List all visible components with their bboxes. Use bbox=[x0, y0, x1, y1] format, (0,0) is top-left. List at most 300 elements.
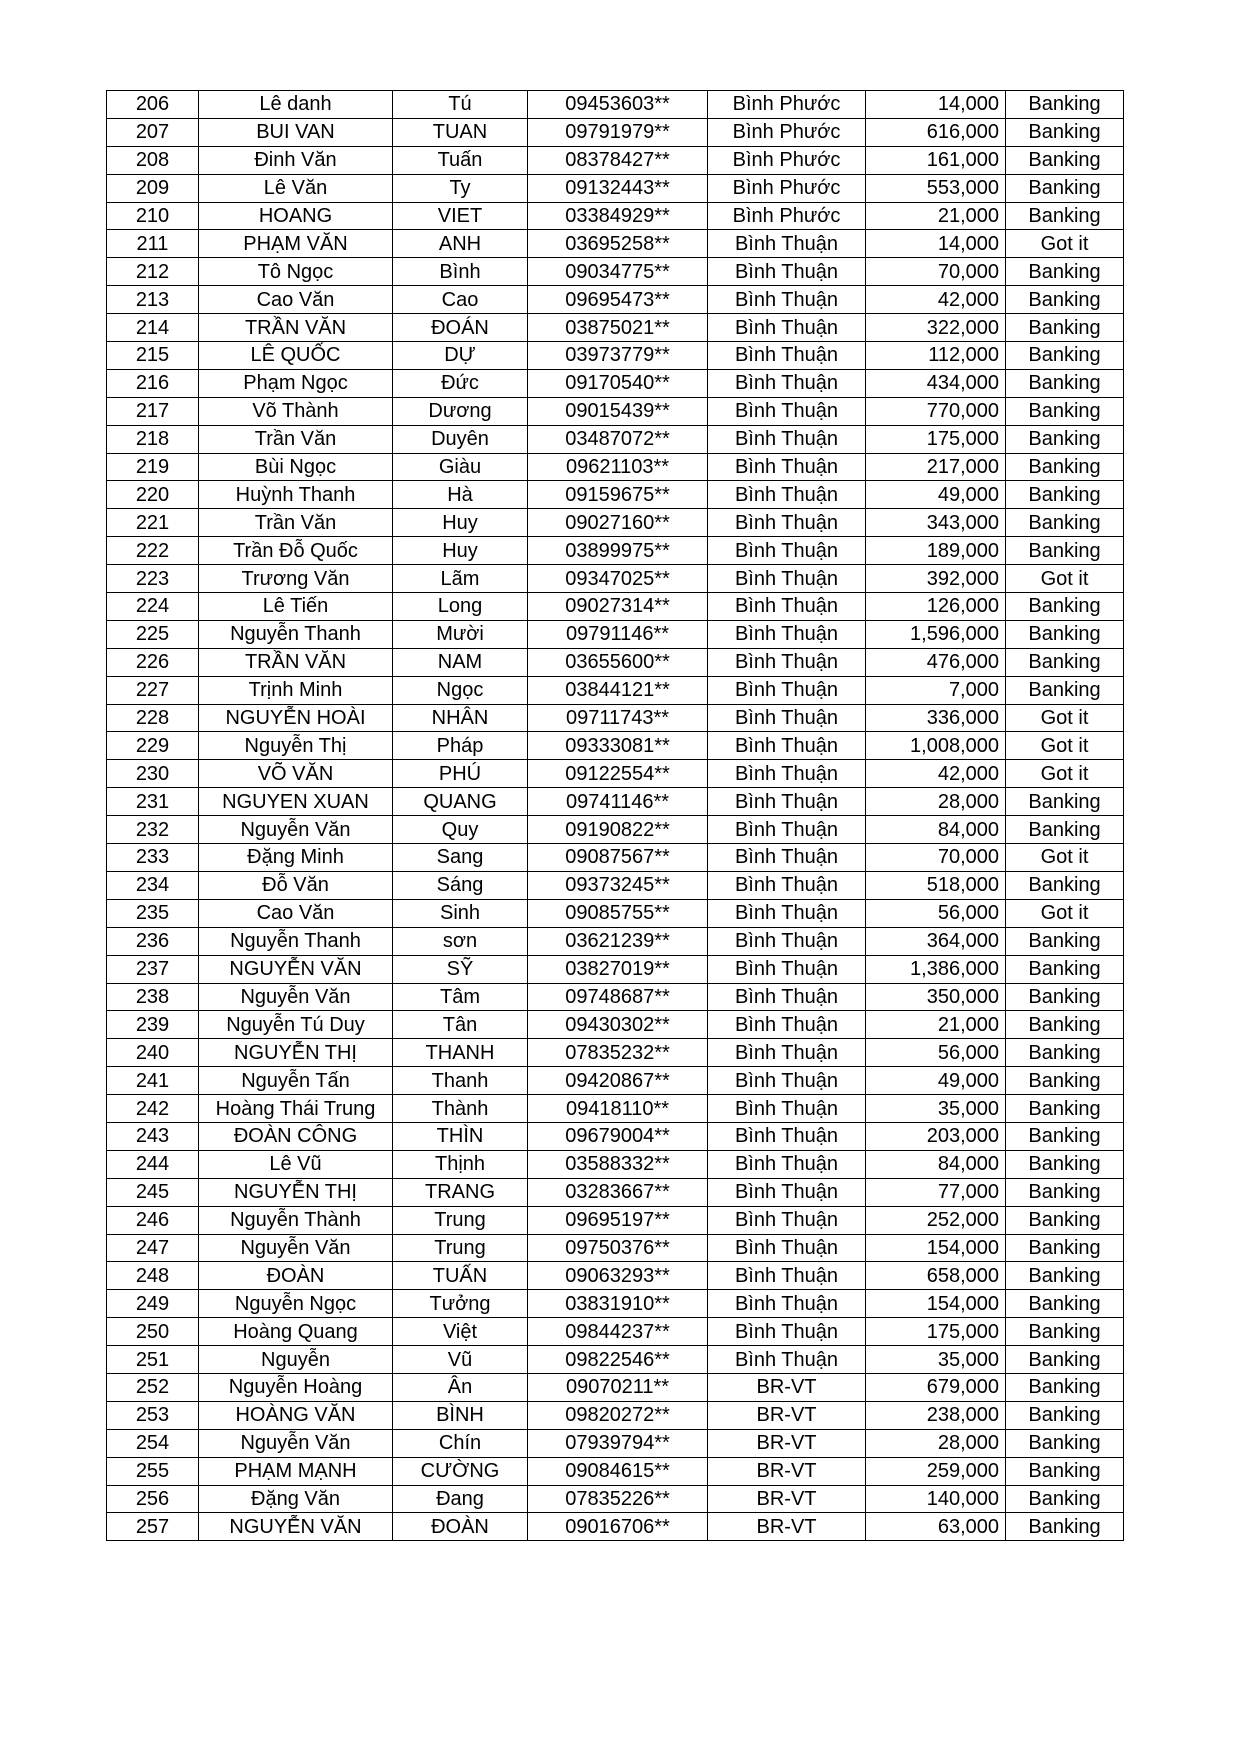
phone-number-cell: 09027314** bbox=[528, 593, 708, 621]
amount-cell: 1,008,000 bbox=[866, 732, 1006, 760]
row-number-cell: 210 bbox=[107, 202, 199, 230]
payment-method-cell: Banking bbox=[1006, 286, 1124, 314]
row-number-cell: 250 bbox=[107, 1318, 199, 1346]
amount-cell: 161,000 bbox=[866, 146, 1006, 174]
phone-number-cell: 09791146** bbox=[528, 620, 708, 648]
last-name-cell: Nguyễn Thanh bbox=[199, 927, 393, 955]
first-name-cell: Bình bbox=[393, 258, 528, 286]
table-row bbox=[107, 1095, 1124, 1123]
phone-number-cell: 09748687** bbox=[528, 983, 708, 1011]
province-cell: Bình Thuận bbox=[708, 342, 866, 370]
amount-cell: 28,000 bbox=[866, 1429, 1006, 1457]
phone-number-cell: 09741146** bbox=[528, 788, 708, 816]
row-number-cell: 242 bbox=[107, 1095, 199, 1123]
phone-number-cell: 09844237** bbox=[528, 1318, 708, 1346]
payment-method-cell: Banking bbox=[1006, 1150, 1124, 1178]
table-row bbox=[107, 481, 1124, 509]
row-number-cell: 217 bbox=[107, 397, 199, 425]
phone-number-cell: 03487072** bbox=[528, 425, 708, 453]
province-cell: Bình Thuận bbox=[708, 1150, 866, 1178]
province-cell: Bình Thuận bbox=[708, 1011, 866, 1039]
row-number-cell: 237 bbox=[107, 955, 199, 983]
first-name-cell: Hà bbox=[393, 481, 528, 509]
first-name-cell: Mười bbox=[393, 620, 528, 648]
last-name-cell: TRẦN VĂN bbox=[199, 648, 393, 676]
phone-number-cell: 09820272** bbox=[528, 1401, 708, 1429]
phone-number-cell: 03655600** bbox=[528, 648, 708, 676]
payment-method-cell: Banking bbox=[1006, 1067, 1124, 1095]
payment-method-cell: Banking bbox=[1006, 1290, 1124, 1318]
last-name-cell: Tô Ngọc bbox=[199, 258, 393, 286]
phone-number-cell: 09333081** bbox=[528, 732, 708, 760]
table-row bbox=[107, 314, 1124, 342]
amount-cell: 175,000 bbox=[866, 425, 1006, 453]
last-name-cell: Nguyễn Tú Duy bbox=[199, 1011, 393, 1039]
row-number-cell: 239 bbox=[107, 1011, 199, 1039]
amount-cell: 70,000 bbox=[866, 844, 1006, 872]
phone-number-cell: 09347025** bbox=[528, 565, 708, 593]
province-cell: Bình Thuận bbox=[708, 955, 866, 983]
table-row bbox=[107, 648, 1124, 676]
province-cell: Bình Phước bbox=[708, 146, 866, 174]
province-cell: BR-VT bbox=[708, 1429, 866, 1457]
row-number-cell: 227 bbox=[107, 676, 199, 704]
row-number-cell: 208 bbox=[107, 146, 199, 174]
payment-method-cell: Banking bbox=[1006, 927, 1124, 955]
payment-method-cell: Got it bbox=[1006, 899, 1124, 927]
payment-method-cell: Banking bbox=[1006, 1178, 1124, 1206]
table-row bbox=[107, 1373, 1124, 1401]
payment-method-cell: Banking bbox=[1006, 788, 1124, 816]
province-cell: Bình Thuận bbox=[708, 983, 866, 1011]
phone-number-cell: 03973779** bbox=[528, 342, 708, 370]
first-name-cell: Tâm bbox=[393, 983, 528, 1011]
phone-number-cell: 03621239** bbox=[528, 927, 708, 955]
table-body bbox=[107, 91, 1124, 1541]
table-row bbox=[107, 1206, 1124, 1234]
last-name-cell: NGUYỄN THỊ bbox=[199, 1178, 393, 1206]
row-number-cell: 206 bbox=[107, 91, 199, 119]
table-row bbox=[107, 732, 1124, 760]
province-cell: BR-VT bbox=[708, 1401, 866, 1429]
last-name-cell: Nguyễn Thanh bbox=[199, 620, 393, 648]
row-number-cell: 226 bbox=[107, 648, 199, 676]
phone-number-cell: 09418110** bbox=[528, 1095, 708, 1123]
row-number-cell: 216 bbox=[107, 369, 199, 397]
row-number-cell: 221 bbox=[107, 509, 199, 537]
amount-cell: 21,000 bbox=[866, 202, 1006, 230]
province-cell: Bình Thuận bbox=[708, 844, 866, 872]
phone-number-cell: 09750376** bbox=[528, 1234, 708, 1262]
phone-number-cell: 09791979** bbox=[528, 118, 708, 146]
province-cell: Bình Thuận bbox=[708, 1234, 866, 1262]
payment-method-cell: Banking bbox=[1006, 425, 1124, 453]
table-row bbox=[107, 955, 1124, 983]
payment-method-cell: Banking bbox=[1006, 369, 1124, 397]
table-row bbox=[107, 620, 1124, 648]
payment-method-cell: Banking bbox=[1006, 620, 1124, 648]
payment-method-cell: Banking bbox=[1006, 1401, 1124, 1429]
phone-number-cell: 09132443** bbox=[528, 174, 708, 202]
first-name-cell: Đang bbox=[393, 1485, 528, 1513]
first-name-cell: Đức bbox=[393, 369, 528, 397]
amount-cell: 56,000 bbox=[866, 1039, 1006, 1067]
first-name-cell: Ty bbox=[393, 174, 528, 202]
phone-number-cell: 03695258** bbox=[528, 230, 708, 258]
phone-number-cell: 03827019** bbox=[528, 955, 708, 983]
phone-number-cell: 09170540** bbox=[528, 369, 708, 397]
last-name-cell: TRẦN VĂN bbox=[199, 314, 393, 342]
province-cell: BR-VT bbox=[708, 1513, 866, 1541]
first-name-cell: Trung bbox=[393, 1234, 528, 1262]
amount-cell: 56,000 bbox=[866, 899, 1006, 927]
phone-number-cell: 09453603** bbox=[528, 91, 708, 119]
table-row bbox=[107, 230, 1124, 258]
phone-number-cell: 03831910** bbox=[528, 1290, 708, 1318]
amount-cell: 553,000 bbox=[866, 174, 1006, 202]
province-cell: Bình Thuận bbox=[708, 927, 866, 955]
province-cell: Bình Phước bbox=[708, 174, 866, 202]
amount-cell: 364,000 bbox=[866, 927, 1006, 955]
first-name-cell: sơn bbox=[393, 927, 528, 955]
first-name-cell: ANH bbox=[393, 230, 528, 258]
first-name-cell: Ngọc bbox=[393, 676, 528, 704]
table-row bbox=[107, 927, 1124, 955]
last-name-cell: ĐOÀN bbox=[199, 1262, 393, 1290]
first-name-cell: Việt bbox=[393, 1318, 528, 1346]
phone-number-cell: 09016706** bbox=[528, 1513, 708, 1541]
payment-method-cell: Banking bbox=[1006, 314, 1124, 342]
payment-method-cell: Banking bbox=[1006, 1457, 1124, 1485]
row-number-cell: 214 bbox=[107, 314, 199, 342]
payment-method-cell: Banking bbox=[1006, 342, 1124, 370]
table-row bbox=[107, 788, 1124, 816]
province-cell: Bình Thuận bbox=[708, 1290, 866, 1318]
first-name-cell: DỰ bbox=[393, 342, 528, 370]
table-row bbox=[107, 1401, 1124, 1429]
last-name-cell: ĐOÀN CÔNG bbox=[199, 1122, 393, 1150]
table-row bbox=[107, 91, 1124, 119]
phone-number-cell: 09420867** bbox=[528, 1067, 708, 1095]
first-name-cell: Tân bbox=[393, 1011, 528, 1039]
last-name-cell: Trần Đỗ Quốc bbox=[199, 537, 393, 565]
phone-number-cell: 09122554** bbox=[528, 760, 708, 788]
table-row bbox=[107, 1234, 1124, 1262]
table-row bbox=[107, 369, 1124, 397]
province-cell: Bình Thuận bbox=[708, 1122, 866, 1150]
row-number-cell: 243 bbox=[107, 1122, 199, 1150]
amount-cell: 175,000 bbox=[866, 1318, 1006, 1346]
table-row bbox=[107, 593, 1124, 621]
province-cell: Bình Thuận bbox=[708, 676, 866, 704]
phone-number-cell: 09430302** bbox=[528, 1011, 708, 1039]
amount-cell: 679,000 bbox=[866, 1373, 1006, 1401]
payment-method-cell: Banking bbox=[1006, 1095, 1124, 1123]
amount-cell: 14,000 bbox=[866, 91, 1006, 119]
payment-method-cell: Banking bbox=[1006, 816, 1124, 844]
table-row bbox=[107, 118, 1124, 146]
amount-cell: 14,000 bbox=[866, 230, 1006, 258]
last-name-cell: Lê danh bbox=[199, 91, 393, 119]
province-cell: Bình Thuận bbox=[708, 1067, 866, 1095]
row-number-cell: 225 bbox=[107, 620, 199, 648]
payment-method-cell: Banking bbox=[1006, 258, 1124, 286]
row-number-cell: 219 bbox=[107, 453, 199, 481]
table-row bbox=[107, 258, 1124, 286]
table-row bbox=[107, 1178, 1124, 1206]
phone-number-cell: 09085755** bbox=[528, 899, 708, 927]
first-name-cell: Thành bbox=[393, 1095, 528, 1123]
row-number-cell: 224 bbox=[107, 593, 199, 621]
row-number-cell: 249 bbox=[107, 1290, 199, 1318]
payment-method-cell: Banking bbox=[1006, 955, 1124, 983]
payment-method-cell: Got it bbox=[1006, 230, 1124, 258]
row-number-cell: 234 bbox=[107, 871, 199, 899]
last-name-cell: Phạm Ngọc bbox=[199, 369, 393, 397]
row-number-cell: 257 bbox=[107, 1513, 199, 1541]
table-row bbox=[107, 1485, 1124, 1513]
amount-cell: 84,000 bbox=[866, 1150, 1006, 1178]
payment-method-cell: Banking bbox=[1006, 397, 1124, 425]
payment-method-cell: Banking bbox=[1006, 1234, 1124, 1262]
payment-method-cell: Banking bbox=[1006, 1346, 1124, 1374]
province-cell: Bình Thuận bbox=[708, 1318, 866, 1346]
amount-cell: 21,000 bbox=[866, 1011, 1006, 1039]
first-name-cell: Sinh bbox=[393, 899, 528, 927]
province-cell: Bình Thuận bbox=[708, 314, 866, 342]
province-cell: Bình Thuận bbox=[708, 620, 866, 648]
payment-method-cell: Banking bbox=[1006, 537, 1124, 565]
last-name-cell: Nguyễn Văn bbox=[199, 1429, 393, 1457]
amount-cell: 35,000 bbox=[866, 1095, 1006, 1123]
payment-method-cell: Banking bbox=[1006, 676, 1124, 704]
phone-number-cell: 03844121** bbox=[528, 676, 708, 704]
first-name-cell: Lãm bbox=[393, 565, 528, 593]
table-row bbox=[107, 704, 1124, 732]
phone-number-cell: 09034775** bbox=[528, 258, 708, 286]
first-name-cell: TUẤN bbox=[393, 1262, 528, 1290]
phone-number-cell: 03588332** bbox=[528, 1150, 708, 1178]
amount-cell: 112,000 bbox=[866, 342, 1006, 370]
row-number-cell: 231 bbox=[107, 788, 199, 816]
first-name-cell: Ân bbox=[393, 1373, 528, 1401]
amount-cell: 217,000 bbox=[866, 453, 1006, 481]
payment-method-cell: Banking bbox=[1006, 1122, 1124, 1150]
amount-cell: 154,000 bbox=[866, 1290, 1006, 1318]
payment-method-cell: Banking bbox=[1006, 1485, 1124, 1513]
payment-method-cell: Banking bbox=[1006, 1206, 1124, 1234]
province-cell: Bình Thuận bbox=[708, 481, 866, 509]
payment-method-cell: Got it bbox=[1006, 565, 1124, 593]
payment-method-cell: Banking bbox=[1006, 146, 1124, 174]
payment-method-cell: Banking bbox=[1006, 1429, 1124, 1457]
phone-number-cell: 09015439** bbox=[528, 397, 708, 425]
province-cell: Bình Thuận bbox=[708, 1346, 866, 1374]
phone-number-cell: 03899975** bbox=[528, 537, 708, 565]
province-cell: Bình Thuận bbox=[708, 1095, 866, 1123]
amount-cell: 252,000 bbox=[866, 1206, 1006, 1234]
province-cell: Bình Thuận bbox=[708, 425, 866, 453]
last-name-cell: NGUYEN XUAN bbox=[199, 788, 393, 816]
row-number-cell: 220 bbox=[107, 481, 199, 509]
province-cell: Bình Thuận bbox=[708, 397, 866, 425]
phone-number-cell: 09087567** bbox=[528, 844, 708, 872]
first-name-cell: NHÂN bbox=[393, 704, 528, 732]
row-number-cell: 252 bbox=[107, 1373, 199, 1401]
row-number-cell: 255 bbox=[107, 1457, 199, 1485]
table-row bbox=[107, 509, 1124, 537]
phone-number-cell: 07835226** bbox=[528, 1485, 708, 1513]
row-number-cell: 215 bbox=[107, 342, 199, 370]
table-row bbox=[107, 174, 1124, 202]
amount-cell: 343,000 bbox=[866, 509, 1006, 537]
first-name-cell: Tuấn bbox=[393, 146, 528, 174]
province-cell: Bình Thuận bbox=[708, 732, 866, 760]
table-row bbox=[107, 760, 1124, 788]
phone-number-cell: 09027160** bbox=[528, 509, 708, 537]
first-name-cell: SỸ bbox=[393, 955, 528, 983]
payment-method-cell: Got it bbox=[1006, 704, 1124, 732]
table-row bbox=[107, 1318, 1124, 1346]
first-name-cell: QUANG bbox=[393, 788, 528, 816]
amount-cell: 392,000 bbox=[866, 565, 1006, 593]
payment-method-cell: Banking bbox=[1006, 1262, 1124, 1290]
payment-method-cell: Banking bbox=[1006, 174, 1124, 202]
table-row bbox=[107, 844, 1124, 872]
province-cell: Bình Thuận bbox=[708, 871, 866, 899]
amount-cell: 322,000 bbox=[866, 314, 1006, 342]
last-name-cell: Lê Văn bbox=[199, 174, 393, 202]
last-name-cell: Đỗ Văn bbox=[199, 871, 393, 899]
first-name-cell: Sang bbox=[393, 844, 528, 872]
amount-cell: 63,000 bbox=[866, 1513, 1006, 1541]
province-cell: Bình Thuận bbox=[708, 453, 866, 481]
phone-number-cell: 03875021** bbox=[528, 314, 708, 342]
payment-method-cell: Banking bbox=[1006, 118, 1124, 146]
payment-method-cell: Banking bbox=[1006, 1318, 1124, 1346]
amount-cell: 140,000 bbox=[866, 1485, 1006, 1513]
last-name-cell: PHẠM VĂN bbox=[199, 230, 393, 258]
last-name-cell: BUI VAN bbox=[199, 118, 393, 146]
last-name-cell: Trương Văn bbox=[199, 565, 393, 593]
payment-method-cell: Banking bbox=[1006, 983, 1124, 1011]
last-name-cell: HOANG bbox=[199, 202, 393, 230]
data-table bbox=[106, 90, 1124, 1541]
row-number-cell: 246 bbox=[107, 1206, 199, 1234]
province-cell: Bình Thuận bbox=[708, 565, 866, 593]
phone-number-cell: 09063293** bbox=[528, 1262, 708, 1290]
table-row bbox=[107, 1346, 1124, 1374]
first-name-cell: VIET bbox=[393, 202, 528, 230]
row-number-cell: 241 bbox=[107, 1067, 199, 1095]
last-name-cell: Nguyễn Văn bbox=[199, 1234, 393, 1262]
row-number-cell: 209 bbox=[107, 174, 199, 202]
amount-cell: 7,000 bbox=[866, 676, 1006, 704]
province-cell: Bình Thuận bbox=[708, 760, 866, 788]
last-name-cell: Cao Văn bbox=[199, 286, 393, 314]
row-number-cell: 222 bbox=[107, 537, 199, 565]
table-row bbox=[107, 1011, 1124, 1039]
table-row bbox=[107, 453, 1124, 481]
payment-method-cell: Banking bbox=[1006, 453, 1124, 481]
first-name-cell: Huy bbox=[393, 509, 528, 537]
row-number-cell: 235 bbox=[107, 899, 199, 927]
province-cell: Bình Thuận bbox=[708, 648, 866, 676]
last-name-cell: HOÀNG VĂN bbox=[199, 1401, 393, 1429]
amount-cell: 126,000 bbox=[866, 593, 1006, 621]
table-row bbox=[107, 146, 1124, 174]
payment-method-cell: Banking bbox=[1006, 871, 1124, 899]
last-name-cell: LÊ QUỐC bbox=[199, 342, 393, 370]
phone-number-cell: 09711743** bbox=[528, 704, 708, 732]
province-cell: Bình Thuận bbox=[708, 369, 866, 397]
phone-number-cell: 09373245** bbox=[528, 871, 708, 899]
phone-number-cell: 07835232** bbox=[528, 1039, 708, 1067]
amount-cell: 35,000 bbox=[866, 1346, 1006, 1374]
first-name-cell: ĐOÁN bbox=[393, 314, 528, 342]
province-cell: Bình Thuận bbox=[708, 537, 866, 565]
first-name-cell: Duyên bbox=[393, 425, 528, 453]
amount-cell: 434,000 bbox=[866, 369, 1006, 397]
province-cell: Bình Thuận bbox=[708, 509, 866, 537]
first-name-cell: PHÚ bbox=[393, 760, 528, 788]
phone-number-cell: 09621103** bbox=[528, 453, 708, 481]
row-number-cell: 256 bbox=[107, 1485, 199, 1513]
first-name-cell: Thịnh bbox=[393, 1150, 528, 1178]
first-name-cell: Tú bbox=[393, 91, 528, 119]
first-name-cell: THANH bbox=[393, 1039, 528, 1067]
amount-cell: 84,000 bbox=[866, 816, 1006, 844]
amount-cell: 42,000 bbox=[866, 286, 1006, 314]
amount-cell: 70,000 bbox=[866, 258, 1006, 286]
province-cell: Bình Thuận bbox=[708, 258, 866, 286]
amount-cell: 350,000 bbox=[866, 983, 1006, 1011]
row-number-cell: 244 bbox=[107, 1150, 199, 1178]
phone-number-cell: 09084615** bbox=[528, 1457, 708, 1485]
first-name-cell: NAM bbox=[393, 648, 528, 676]
phone-number-cell: 09695197** bbox=[528, 1206, 708, 1234]
row-number-cell: 213 bbox=[107, 286, 199, 314]
first-name-cell: ĐOÀN bbox=[393, 1513, 528, 1541]
amount-cell: 28,000 bbox=[866, 788, 1006, 816]
first-name-cell: TUAN bbox=[393, 118, 528, 146]
last-name-cell: NGUYỄN VĂN bbox=[199, 1513, 393, 1541]
first-name-cell: Pháp bbox=[393, 732, 528, 760]
last-name-cell: NGUYỄN THỊ bbox=[199, 1039, 393, 1067]
table-row bbox=[107, 1122, 1124, 1150]
amount-cell: 658,000 bbox=[866, 1262, 1006, 1290]
payment-method-cell: Banking bbox=[1006, 509, 1124, 537]
last-name-cell: Đặng Minh bbox=[199, 844, 393, 872]
last-name-cell: PHẠM MẠNH bbox=[199, 1457, 393, 1485]
payment-method-cell: Banking bbox=[1006, 202, 1124, 230]
province-cell: Bình Thuận bbox=[708, 1178, 866, 1206]
first-name-cell: Sáng bbox=[393, 871, 528, 899]
amount-cell: 49,000 bbox=[866, 1067, 1006, 1095]
row-number-cell: 229 bbox=[107, 732, 199, 760]
row-number-cell: 254 bbox=[107, 1429, 199, 1457]
payment-method-cell: Banking bbox=[1006, 648, 1124, 676]
province-cell: Bình Thuận bbox=[708, 286, 866, 314]
last-name-cell: Nguyễn Ngọc bbox=[199, 1290, 393, 1318]
table-row bbox=[107, 537, 1124, 565]
table-row bbox=[107, 1150, 1124, 1178]
row-number-cell: 253 bbox=[107, 1401, 199, 1429]
table-row bbox=[107, 342, 1124, 370]
payment-method-cell: Banking bbox=[1006, 91, 1124, 119]
first-name-cell: Cao bbox=[393, 286, 528, 314]
last-name-cell: Lê Tiến bbox=[199, 593, 393, 621]
